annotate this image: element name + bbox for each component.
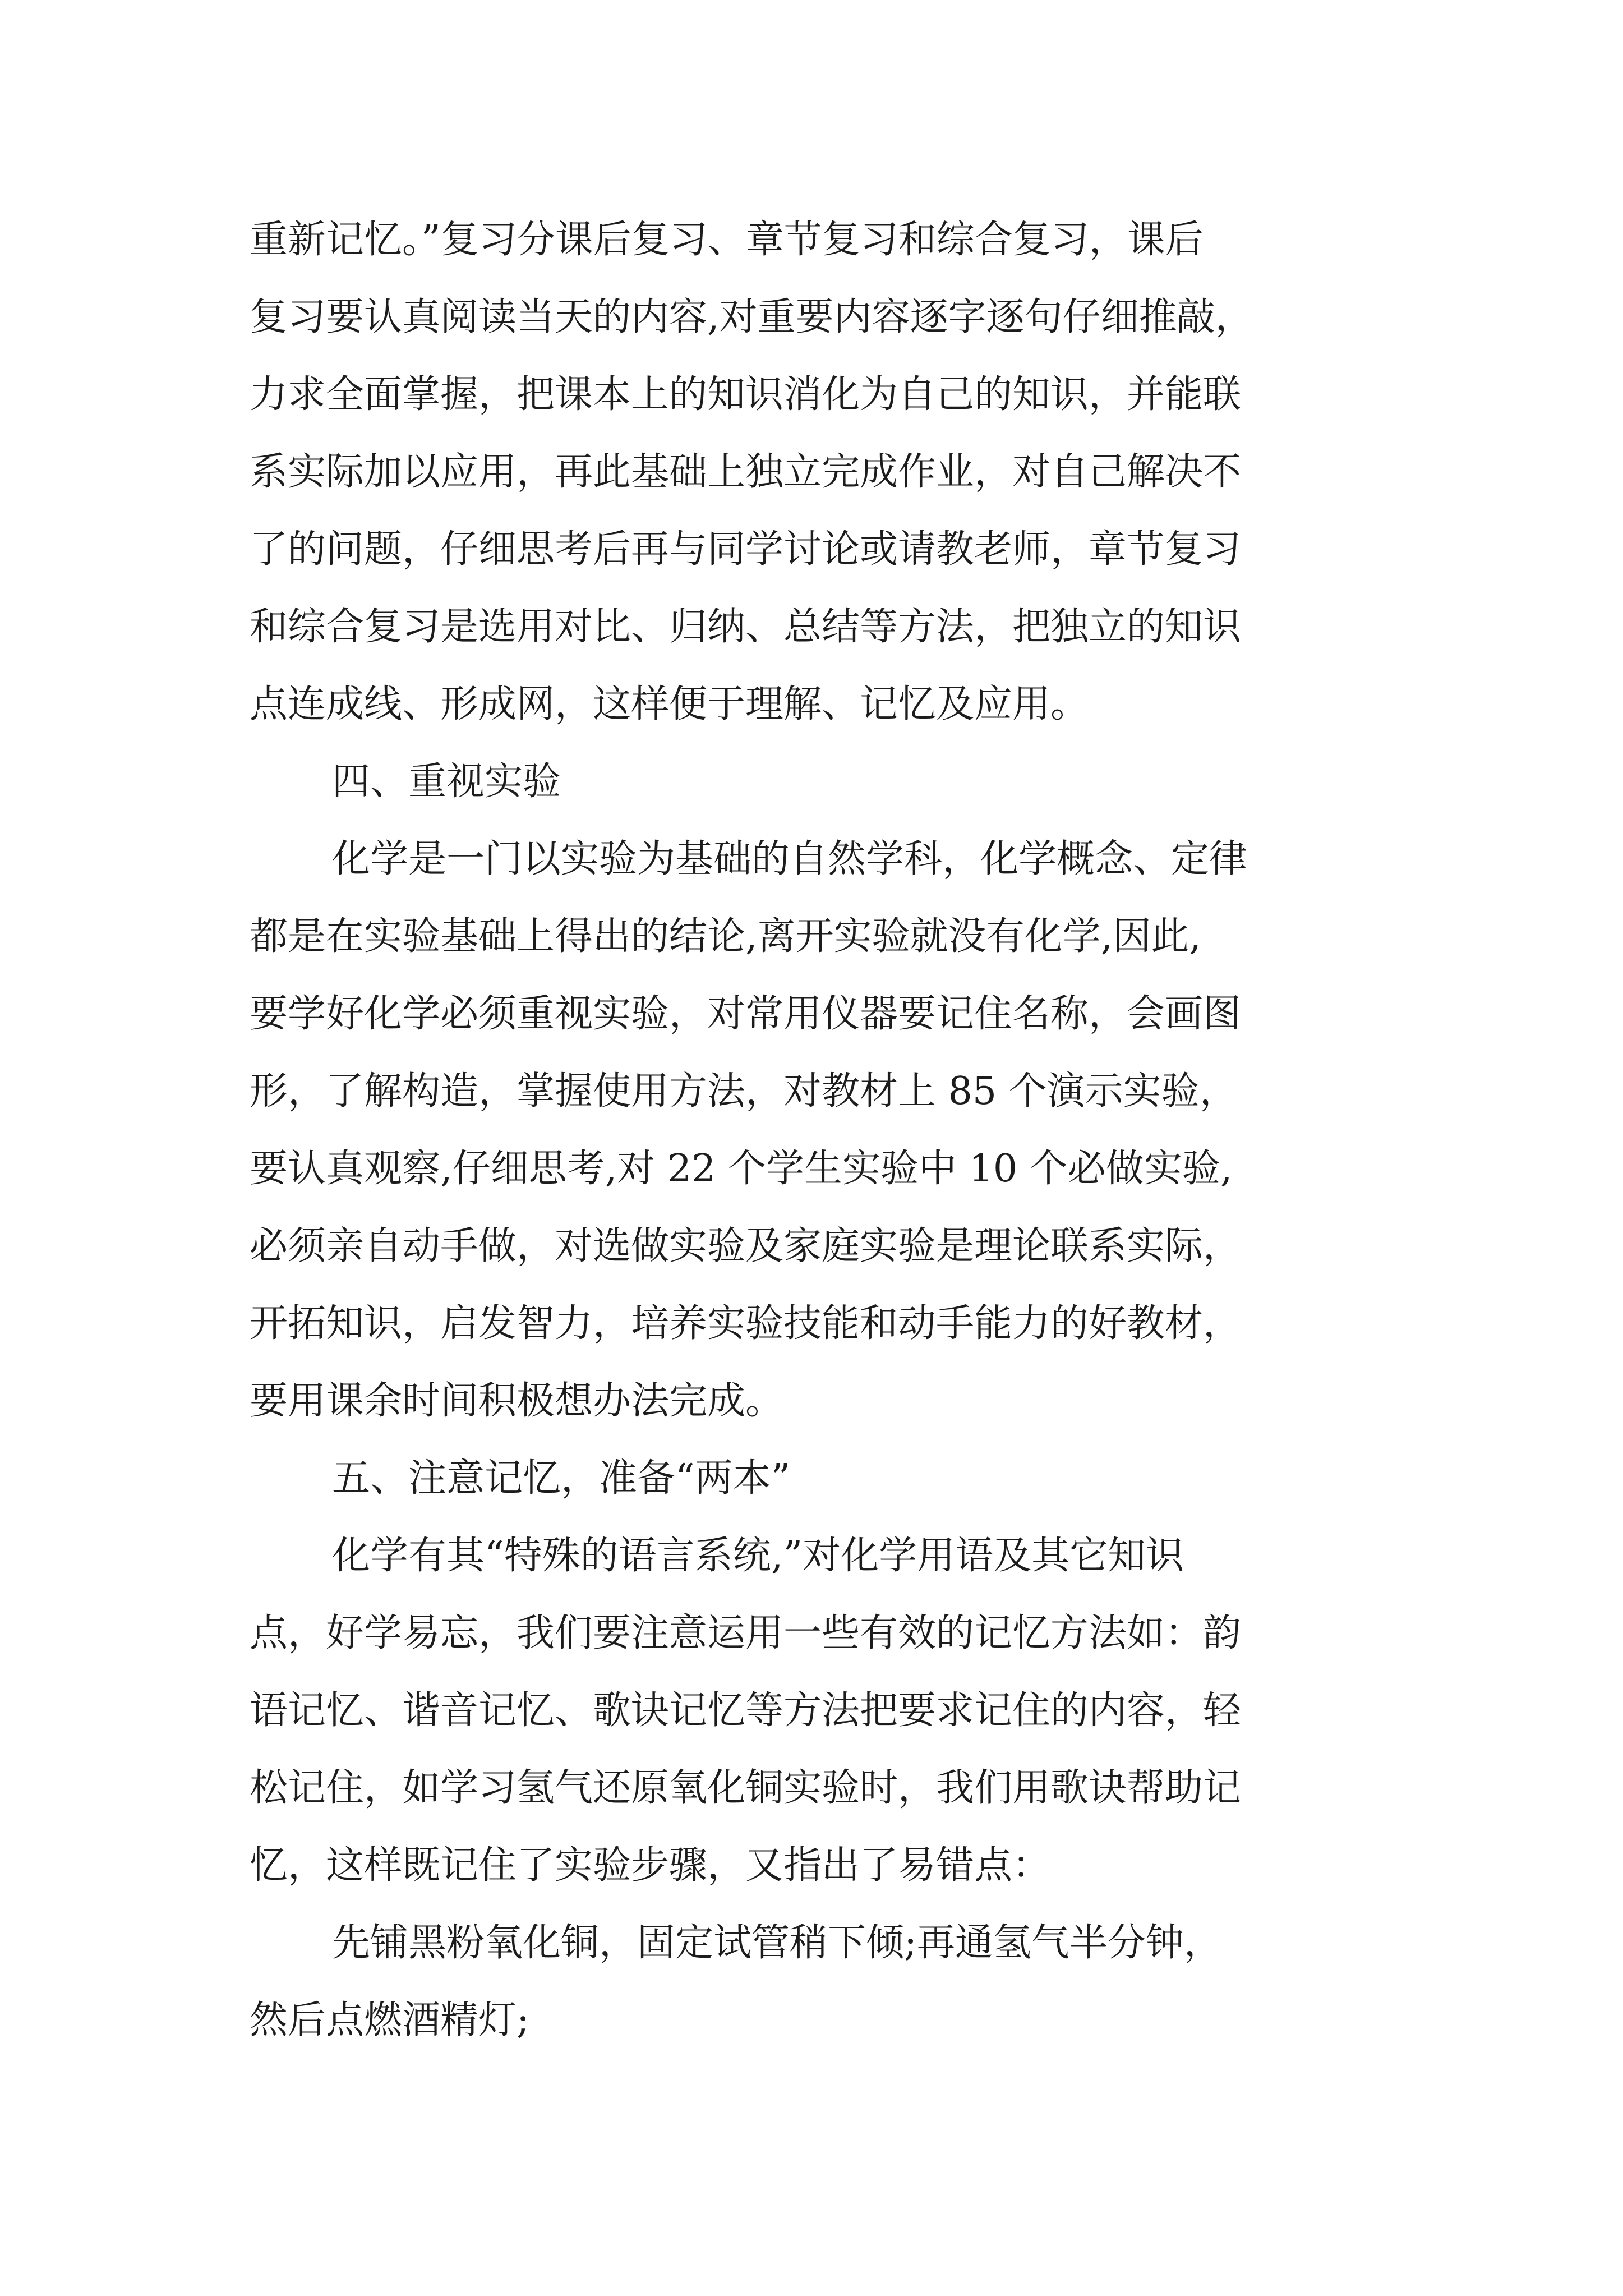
text-line: 复习要认真阅读当天的内容,对重要内容逐字逐句仔细推敲， bbox=[250, 295, 1253, 339]
text-line: 点连成线、形成网，这样便于理解、记忆及应用。 bbox=[250, 682, 1089, 726]
text-line: 力求全面掌握，把课本上的知识消化为自己的知识，并能联 bbox=[250, 372, 1242, 417]
text-line: 语记忆、谐音记忆、歌诀记忆等方法把要求记住的内容，轻 bbox=[250, 1688, 1242, 1733]
text-line: 必须亲自动手做，对选做实验及家庭实验是理论联系实际， bbox=[250, 1224, 1242, 1268]
text-line: 要学好化学必须重视实验，对常用仪器要记住名称，会画图 bbox=[250, 992, 1242, 1036]
text-line: 点，好学易忘，我们要注意运用一些有效的记忆方法如：韵 bbox=[250, 1611, 1242, 1655]
text-line: 要用课余时间积极想办法完成。 bbox=[250, 1379, 784, 1423]
text-line: 要认真观察,仔细思考,对 22 个学生实验中 10 个必做实验, bbox=[250, 1147, 1233, 1191]
text-line: 和综合复习是选用对比、归纳、总结等方法，把独立的知识 bbox=[250, 605, 1242, 649]
text-line: 化学是一门以实验为基础的自然学科，化学概念、定律 bbox=[332, 837, 1248, 881]
text-line: 都是在实验基础上得出的结论,离开实验就没有化学,因此, bbox=[250, 914, 1201, 959]
text-line: 系实际加以应用，再此基础上独立完成作业，对自己解决不 bbox=[250, 450, 1242, 494]
text-line: 然后点燃酒精灯; bbox=[250, 1998, 529, 2042]
text-line: 忆，这样既记住了实验步骤，又指出了易错点： bbox=[250, 1843, 1051, 1888]
text-line: 开拓知识，启发智力，培养实验技能和动手能力的好教材， bbox=[250, 1301, 1242, 1346]
text-line: 形，了解构造，掌握使用方法，对教材上 85 个演示实验， bbox=[250, 1069, 1238, 1114]
section-heading: 四、重视实验 bbox=[332, 760, 561, 804]
text-line: 了的问题，仔细思考后再与同学讨论或请教老师，章节复习 bbox=[250, 527, 1242, 572]
section-heading: 五、注意记忆，准备“两本” bbox=[332, 1456, 791, 1501]
text-line: 化学有其“特殊的语言系统,”对化学用语及其它知识 bbox=[332, 1534, 1184, 1578]
text-line: 先铺黑粉氧化铜，固定试管稍下倾;再通氢气半分钟， bbox=[332, 1921, 1222, 1965]
text-line: 重新记忆。”复习分课后复习、章节复习和综合复习，课后 bbox=[250, 218, 1204, 262]
text-line: 松记住，如学习氢气还原氧化铜实验时，我们用歌诀帮助记 bbox=[250, 1766, 1242, 1810]
